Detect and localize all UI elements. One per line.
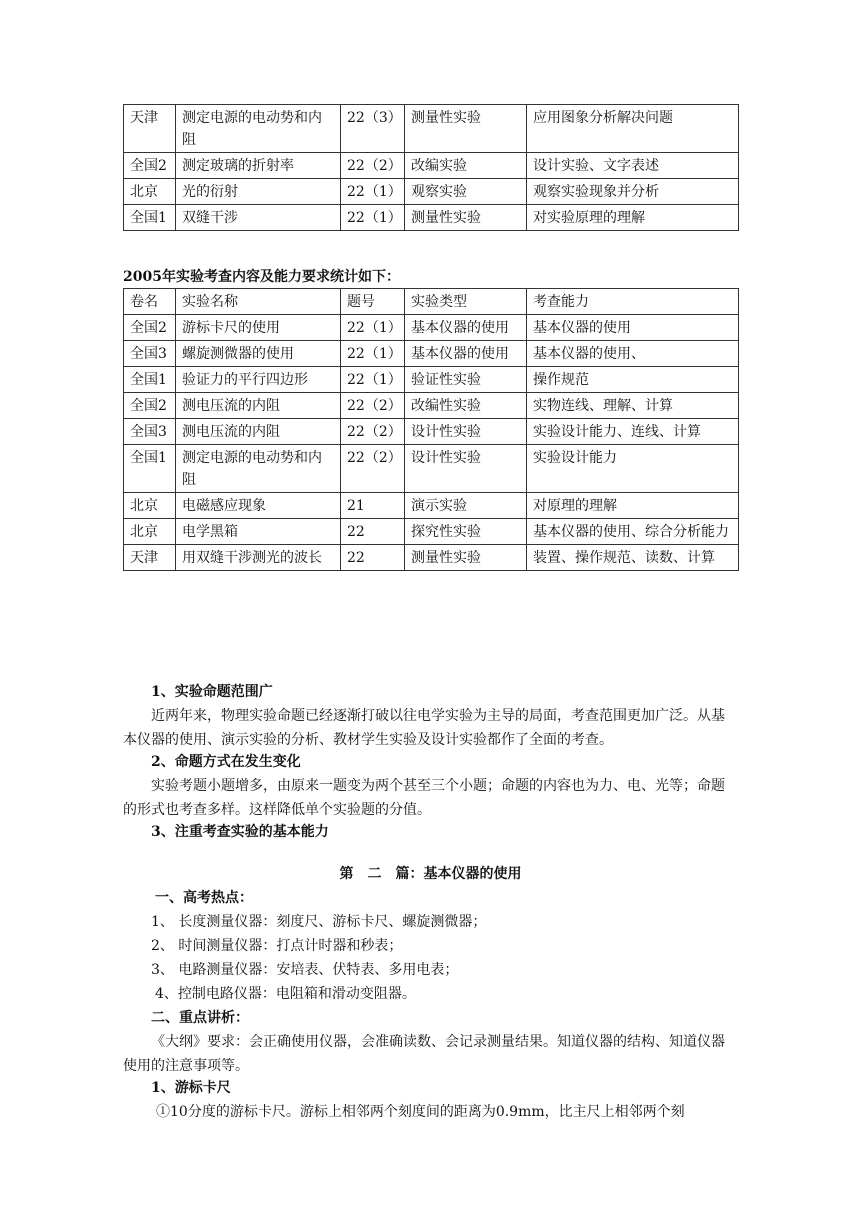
cell: 北京 — [124, 179, 176, 205]
cell: 验证力的平行四边形 — [176, 367, 341, 393]
table-row — [124, 153, 739, 179]
cell: 北京 — [124, 493, 176, 519]
cell: 实验设计能力 — [527, 445, 739, 493]
cell: 22（2） — [341, 419, 405, 445]
table-row — [124, 179, 739, 205]
cell: 测量性实验 — [405, 105, 527, 153]
cell: 22（3） — [341, 105, 405, 153]
cell: 测量性实验 — [405, 205, 527, 231]
cell: 装置、操作规范、读数、计算 — [527, 545, 739, 571]
table-row — [124, 519, 739, 545]
cell: 探究性实验 — [405, 519, 527, 545]
cell: 设计性实验 — [405, 419, 527, 445]
cell: 用双缝干涉测光的波长 — [176, 545, 341, 571]
key-points-body: 《大纲》要求：会正确使用仪器，会准确读数、会记录测量结果。知道仪器的结构、知道仪器使用的注意事项等。 — [123, 1034, 725, 1074]
cell: 22（1） — [341, 205, 405, 231]
table-row — [124, 105, 739, 153]
cell: 22（2） — [341, 445, 405, 493]
section-1-title: 1、实验命题范围广 — [151, 684, 273, 700]
table-row — [124, 315, 739, 341]
cell: 基本仪器的使用、综合分析能力 — [527, 519, 739, 545]
cell: 全国3 — [124, 341, 176, 367]
cell: 22（2） — [341, 153, 405, 179]
table-row — [124, 393, 739, 419]
cell: 观察实验 — [405, 179, 527, 205]
table-row — [124, 367, 739, 393]
cell: 对实验原理的理解 — [527, 205, 739, 231]
cell: 应用图象分析解决问题 — [527, 105, 739, 153]
section-3-title: 3、注重考查实验的基本能力 — [151, 824, 329, 840]
part-2-title: 第 二 篇：基本仪器的使用 — [339, 866, 522, 882]
cell: 基本仪器的使用 — [527, 315, 739, 341]
cell: 电磁感应现象 — [176, 493, 341, 519]
cell: 测定玻璃的折射率 — [176, 153, 341, 179]
table-row — [124, 545, 739, 571]
column-header: 实验名称 — [176, 289, 341, 315]
cell: 改编性实验 — [405, 393, 527, 419]
cell: 21 — [341, 493, 405, 519]
cell: 光的衍射 — [176, 179, 341, 205]
cell: 实验设计能力、连线、计算 — [527, 419, 739, 445]
table-row — [124, 205, 739, 231]
cell: 测电压流的内阻 — [176, 393, 341, 419]
cell: 测定电源的电动势和内阻 — [176, 445, 341, 493]
cell: 对原理的理解 — [527, 493, 739, 519]
table-row — [124, 445, 739, 493]
cell: 22 — [341, 545, 405, 571]
caliper-title: 1、游标卡尺 — [151, 1080, 231, 1096]
table-row — [124, 341, 739, 367]
cell: 螺旋测微器的使用 — [176, 341, 341, 367]
cell: 22（1） — [341, 179, 405, 205]
cell: 全国1 — [124, 205, 176, 231]
cell: 22（2） — [341, 393, 405, 419]
cell: 基本仪器的使用、 — [527, 341, 739, 367]
column-header: 题号 — [341, 289, 405, 315]
cell: 天津 — [124, 105, 176, 153]
table-row — [124, 493, 739, 519]
cell: 22 — [341, 519, 405, 545]
cell: 基本仪器的使用 — [405, 315, 527, 341]
cell: 观察实验现象并分析 — [527, 179, 739, 205]
hot-topics-title: 一、高考热点： — [155, 890, 253, 906]
cell: 演示实验 — [405, 493, 527, 519]
cell: 设计实验、文字表述 — [527, 153, 739, 179]
cell: 基本仪器的使用 — [405, 341, 527, 367]
column-header: 考查能力 — [527, 289, 739, 315]
section-2-title: 2、命题方式在发生变化 — [151, 754, 301, 770]
cell: 电学黑箱 — [176, 519, 341, 545]
key-points-title: 二、重点讲析： — [151, 1010, 249, 1026]
table-header-row — [124, 289, 739, 315]
cell: 测电压流的内阻 — [176, 419, 341, 445]
hot-item-4: 4、控制电路仪器：电阻箱和滑动变阻器。 — [155, 986, 416, 1002]
cell: 实物连线、理解、计算 — [527, 393, 739, 419]
caliper-body: ①10分度的游标卡尺。游标上相邻两个刻度间的距离为0.9mm，比主尺上相邻两个刻 — [156, 1104, 685, 1120]
cell: 测定电源的电动势和内阻 — [176, 105, 341, 153]
section-2-body: 实验考题小题增多，由原来一题变为两个甚至三个小题；命题的内容也为力、电、光等；命题的形式也考查多样。这样降低单个实验题的分值。 — [123, 778, 725, 818]
cell: 全国1 — [124, 367, 176, 393]
hot-item-1: 1、 长度测量仪器：刻度尺、游标卡尺、螺旋测微器； — [151, 914, 487, 930]
cell: 双缝干涉 — [176, 205, 341, 231]
cell: 设计性实验 — [405, 445, 527, 493]
table-2005 — [123, 288, 739, 571]
column-header: 卷名 — [124, 289, 176, 315]
cell: 全国3 — [124, 419, 176, 445]
hot-item-2: 2、 时间测量仪器：打点计时器和秒表； — [151, 938, 403, 954]
section-heading-2005: 2005年实验考查内容及能力要求统计如下： — [123, 269, 400, 285]
cell: 改编实验 — [405, 153, 527, 179]
cell: 测量性实验 — [405, 545, 527, 571]
cell: 全国2 — [124, 393, 176, 419]
cell: 游标卡尺的使用 — [176, 315, 341, 341]
cell: 验证性实验 — [405, 367, 527, 393]
column-header: 实验类型 — [405, 289, 527, 315]
cell: 全国2 — [124, 153, 176, 179]
cell: 22（1） — [341, 315, 405, 341]
table-top — [123, 104, 739, 231]
cell: 天津 — [124, 545, 176, 571]
table-row — [124, 419, 739, 445]
section-1-body: 近两年来，物理实验命题已经逐渐打破以往电学实验为主导的局面，考查范围更加广泛。从基本仪器的使用、演示实验的分析、教材学生实验及设计实验都作了全面的考查。 — [123, 708, 725, 748]
cell: 操作规范 — [527, 367, 739, 393]
cell: 北京 — [124, 519, 176, 545]
cell: 22（1） — [341, 341, 405, 367]
cell: 全国1 — [124, 445, 176, 493]
cell: 22（1） — [341, 367, 405, 393]
cell: 全国2 — [124, 315, 176, 341]
hot-item-3: 3、 电路测量仪器：安培表、伏特表、多用电表； — [151, 962, 459, 978]
